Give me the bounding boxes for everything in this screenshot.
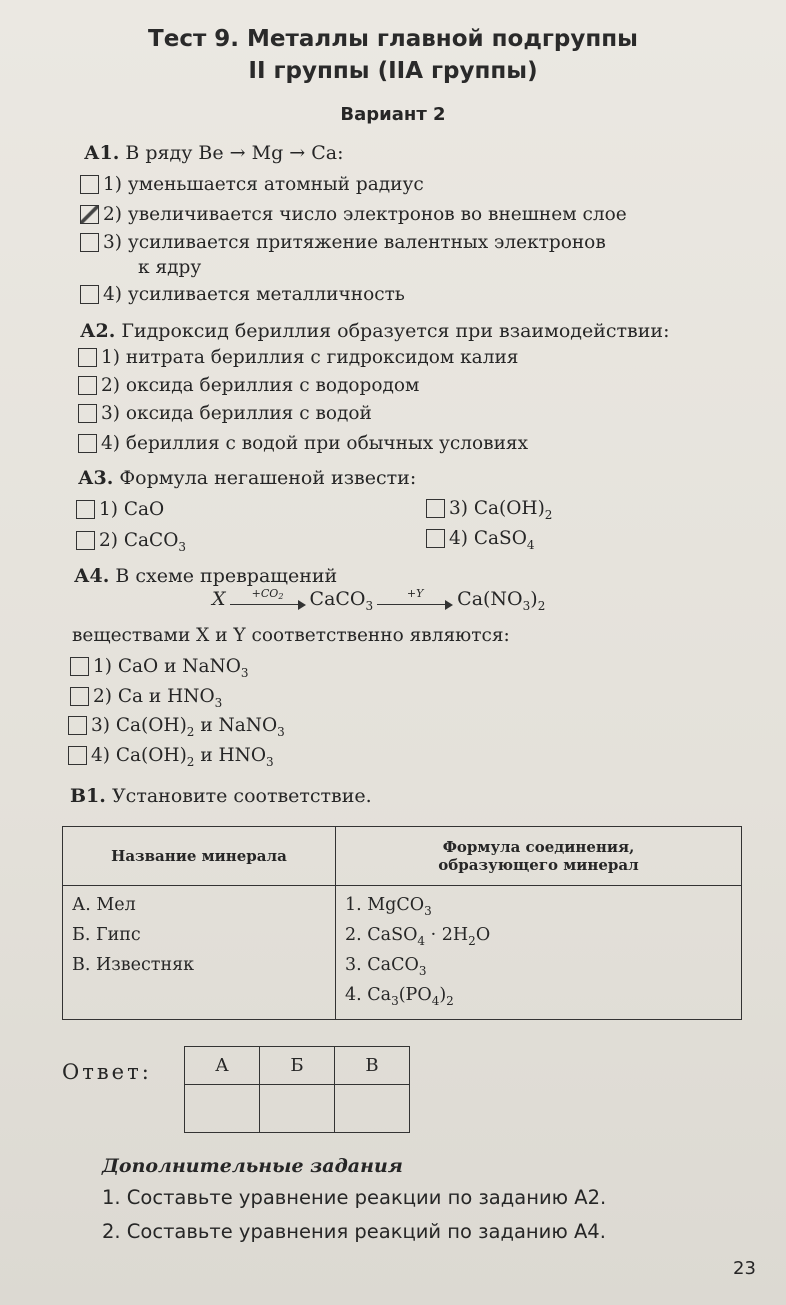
scheme-caco3: CaCO$_3$ [309,588,374,613]
checkbox[interactable] [80,233,99,252]
question-number: А3. [78,467,114,489]
checkbox[interactable] [76,531,95,550]
checkbox[interactable] [76,500,95,519]
a3-option-1[interactable] [76,499,164,520]
option-label: 2) увеличивается число электронов во внешнем слое [103,204,627,225]
a1-option-4[interactable] [80,284,405,305]
formula-item: 3. CaCO$_3$ [345,955,427,978]
question-text: Формула негашеной извести: [119,467,417,489]
a4-option-3[interactable] [68,715,285,739]
a1-option-3-continuation: к ядру [138,257,202,278]
title-line-2: II группы (IIA группы) [248,58,538,84]
arrow-2: +Y [377,588,453,610]
answer-col-a: А [185,1047,260,1085]
mineral-list [63,886,336,1020]
a2-option-2[interactable] [78,375,419,396]
checkbox[interactable] [78,376,97,395]
option-label: 3) $Ca(OH)_2$ и NaNO$_3$ [91,715,285,739]
checkbox[interactable] [70,657,89,676]
mineral-item: Б. Гипс [72,925,141,945]
scheme-cano3: $Ca(NO_3)_2$ [457,588,546,613]
checkbox[interactable] [78,404,97,423]
page-number: 23 [733,1258,756,1279]
col-mineral-header: Название минерала [63,827,336,886]
formula-list [336,886,742,1020]
option-label: 1) нитрата бериллия с гидроксидом калия [101,347,519,368]
a2-option-4[interactable] [78,433,528,454]
mineral-item: А. Мел [72,895,136,915]
title-line-1: Тест 9. Металлы главной подгруппы [148,26,638,52]
formula-item: 4. $Ca_3(PO_4)_2$ [345,985,454,1008]
reaction-scheme [212,587,546,613]
a4-option-1[interactable] [70,656,249,680]
question-text: В схеме превращений [115,565,338,587]
option-label: 4) усиливается металличность [103,284,405,305]
a2-option-1[interactable] [78,347,518,368]
question-b1 [70,785,372,807]
option-label: 3) усиливается притяжение валентных электронов [103,232,606,253]
option-label: 2) Ca и $HNO_3$ [93,686,223,710]
col-formula-header: Формула соединения, образующего минерал [336,827,742,886]
formula-item: 1. MgCO$_3$ [345,895,432,918]
checkbox[interactable] [78,348,97,367]
a4-option-2[interactable] [70,686,223,710]
option-label: 4) $Ca(OH)_2$ и $HNO_3$ [91,745,274,769]
a3-option-4[interactable] [426,528,535,552]
checkbox[interactable] [78,434,97,453]
checkbox[interactable] [80,285,99,304]
a1-option-1[interactable] [80,174,424,195]
question-a4-text2: веществами X и Y соответственно являются: [72,625,510,646]
extra-tasks-heading: Дополнительные задания [102,1155,403,1177]
variant-label: Вариант 2 [340,104,446,125]
a3-option-2[interactable] [76,530,187,554]
a3-option-3[interactable] [426,498,553,522]
answer-cell-v[interactable] [335,1085,410,1133]
answer-table [184,1046,410,1133]
checkbox[interactable] [80,175,99,194]
question-a3 [78,467,416,489]
extra-task-1: 1. Составьте уравнение реакции по заданию А2. [102,1186,607,1209]
a2-option-3[interactable] [78,403,372,424]
option-label: 4) CaSO$_4$ [449,528,535,552]
formula-item: 2. CaSO$_4$ · $2H_2O$ [345,925,491,948]
question-a2 [80,320,669,342]
question-a1 [84,142,344,164]
question-number: А2. [80,320,116,342]
extra-task-2: 2. Составьте уравнения реакций по заданию А4. [102,1220,606,1243]
answer-label: Ответ: [62,1060,152,1084]
scheme-x: X [212,588,226,610]
question-number: А1. [84,142,120,164]
option-label: 3) оксида бериллия с водой [101,403,372,424]
checkbox[interactable] [68,716,87,735]
checkbox[interactable] [70,687,89,706]
answer-cell-a[interactable] [185,1085,260,1133]
option-label: 1) CaO и NaNO$_3$ [93,656,249,680]
option-label: 1) уменьшается атомный радиус [103,174,424,195]
a1-option-3[interactable] [80,232,606,253]
option-label: 1) CaO [99,499,165,520]
option-label: 4) бериллия с водой при обычных условиях [101,433,529,454]
mineral-item: В. Известняк [72,955,195,975]
answer-col-v: В [335,1047,410,1085]
answer-col-b: Б [260,1047,335,1085]
a1-option-2[interactable] [80,204,627,225]
checkbox[interactable] [426,499,445,518]
question-text: Гидроксид бериллия образуется при взаимодействии: [121,320,670,342]
answer-cell-b[interactable] [260,1085,335,1133]
matching-table [62,826,742,1020]
question-text: В ряду Be → Mg → Ca: [125,142,344,164]
arrow-1: $+CO_2$ [230,588,306,610]
checkbox[interactable] [80,205,99,224]
question-text: Установите соответствие. [111,785,372,807]
option-label: 2) CaCO$_3$ [99,530,187,554]
question-number: А4. [74,565,110,587]
question-a4 [74,565,337,587]
checkbox[interactable] [68,746,87,765]
option-label: 2) оксида бериллия с водородом [101,375,420,396]
checkbox[interactable] [426,529,445,548]
question-number: В1. [70,785,106,807]
a4-option-4[interactable] [68,745,274,769]
option-label: 3) $Ca(OH)_2$ [449,498,553,522]
